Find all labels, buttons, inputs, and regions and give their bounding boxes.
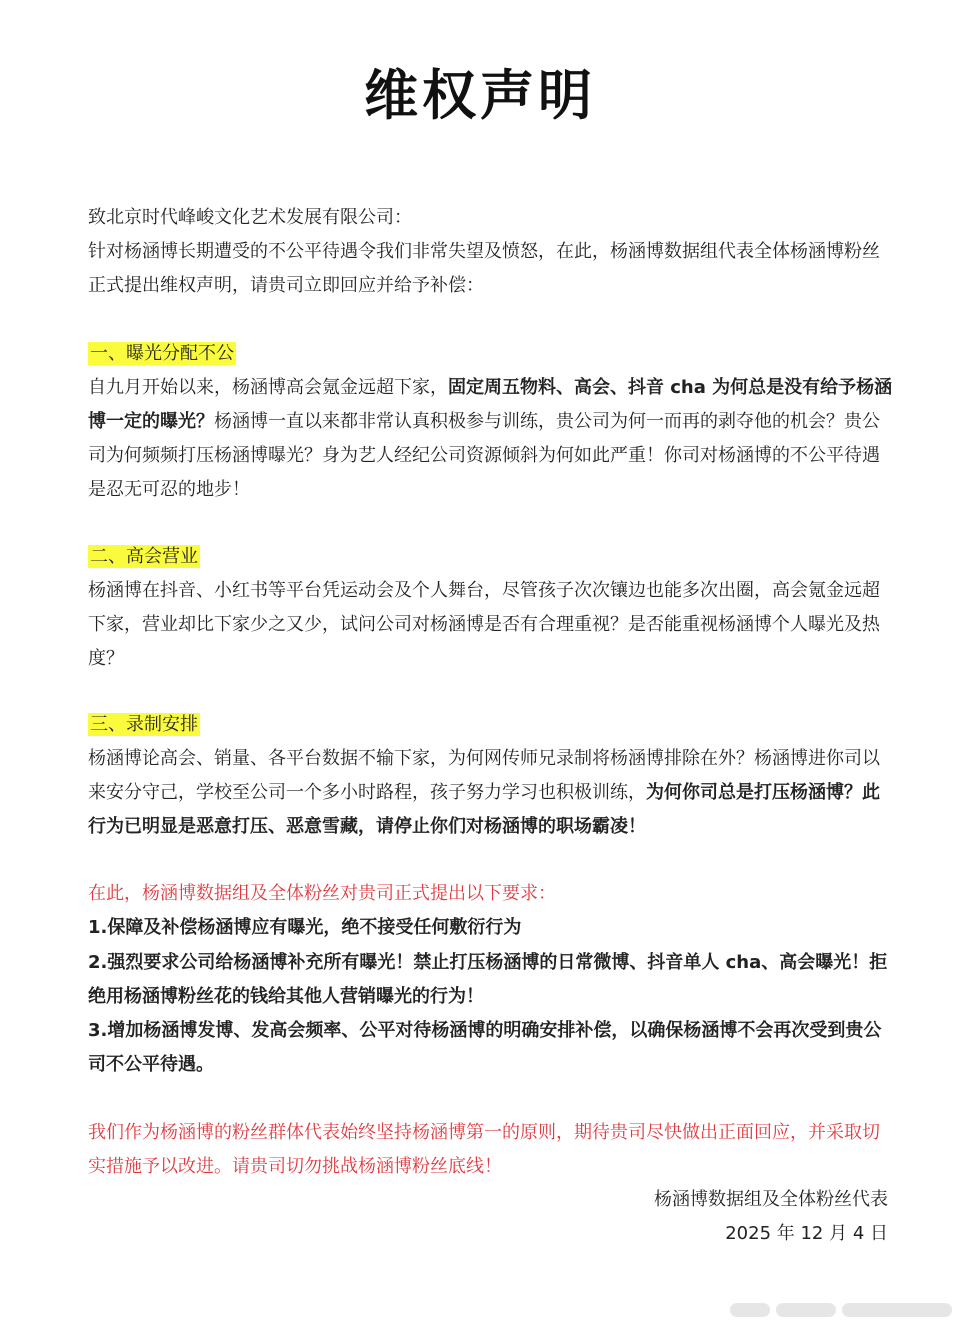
section-2-line-1: 杨涵博在抖音、小红书等平台凭运动会及个人舞台，尽管孩子次次镶边也能多次出圈，高会氪金远超 (88, 580, 880, 601)
section-3-heading (88, 713, 200, 736)
demands-intro: 在此，杨涵博数据组及全体粉丝对贵司正式提出以下要求： (88, 883, 556, 904)
demand-2-line-2: 绝用杨涵博粉丝花的钱给其他人营销曝光的行为！ (88, 986, 484, 1007)
watermark (722, 1302, 952, 1318)
section-1-line-2-bold: 博一定的曝光？ (88, 411, 214, 432)
section-1-line-1 (88, 376, 892, 399)
section-3-line-2-normal: 来安分守己，学校至公司一个多小时路程，孩子努力学习也积极训练， (88, 782, 646, 803)
closing-line-1: 我们作为杨涵博的粉丝群体代表始终坚持杨涵博第一的原则，期待贵司尽快做出正面回应，并采取切 (88, 1122, 880, 1143)
section-3-line-2 (88, 781, 880, 804)
section-3-line-2-bold: 为何你司总是打压杨涵博？此 (646, 782, 880, 803)
intro-line-1: 针对杨涵博长期遭受的不公平待遇令我们非常失望及愤怒，在此，杨涵博数据组代表全体杨涵博粉丝 (88, 241, 880, 262)
intro-line-2: 正式提出维权声明，请贵司立即回应并给予补偿： (88, 275, 484, 296)
section-2-line-3: 度？ (88, 648, 124, 669)
section-1-heading (88, 342, 236, 365)
section-3-line-1: 杨涵博论高会、销量、各平台数据不输下家，为何网传师兄录制将杨涵博排除在外？杨涵博进你司以 (88, 748, 880, 769)
section-1-line-3: 司为何频频打压杨涵博曝光？身为艺人经纪公司资源倾斜为何如此严重！你司对杨涵博的不公平待遇 (88, 445, 880, 466)
section-2-line-2: 下家，营业却比下家少之又少，试问公司对杨涵博是否有合理重视？是否能重视杨涵博个人曝光及热 (88, 614, 880, 635)
section-1-line-1-normal: 自九月开始以来，杨涵博高会氪金远超下家， (88, 377, 448, 398)
watermark-block (842, 1303, 952, 1317)
watermark-block (776, 1303, 836, 1317)
demand-1: 1.保障及补偿杨涵博应有曝光，绝不接受任何敷衍行为 (88, 917, 522, 938)
section-3-line-3: 行为已明显是恶意打压、恶意雪藏，请停止你们对杨涵博的职场霸凌！ (88, 816, 646, 837)
demand-2-line-1: 2.强烈要求公司给杨涵博补充所有曝光！禁止打压杨涵博的日常微博、抖音单人 cha、高会曝光！拒 (88, 952, 888, 973)
demand-3-line-1: 3.增加杨涵博发博、发高会频率、公平对待杨涵博的明确安排补偿，以确保杨涵博不会再次受到贵公 (88, 1020, 882, 1041)
signature-date: 2025 年 12 月 4 日 (725, 1223, 888, 1244)
demand-3-line-2: 司不公平待遇。 (88, 1054, 214, 1075)
recipient-line: 致北京时代峰峻文化艺术发展有限公司： (88, 207, 412, 228)
section-1-line-2-normal: 杨涵博一直以来都非常认真积极参与训练，贵公司为何一而再的剥夺他的机会？贵公 (214, 411, 880, 432)
document-title: 维权声明 (364, 64, 596, 127)
signature-name: 杨涵博数据组及全体粉丝代表 (654, 1189, 888, 1210)
section-2-heading-text: 二、高会营业 (90, 546, 198, 567)
section-2-heading (88, 545, 200, 568)
section-3-heading-text: 三、录制安排 (90, 714, 198, 735)
section-1-heading-text: 一、曝光分配不公 (90, 343, 234, 364)
section-1-line-2 (88, 410, 880, 433)
closing-line-2: 实措施予以改进。请贵司切勿挑战杨涵博粉丝底线！ (88, 1156, 502, 1177)
watermark-block (730, 1303, 770, 1317)
section-1-line-4: 是忍无可忍的地步！ (88, 479, 250, 500)
section-1-line-1-bold: 固定周五物料、高会、抖音 cha 为何总是没有给予杨涵 (448, 377, 893, 398)
